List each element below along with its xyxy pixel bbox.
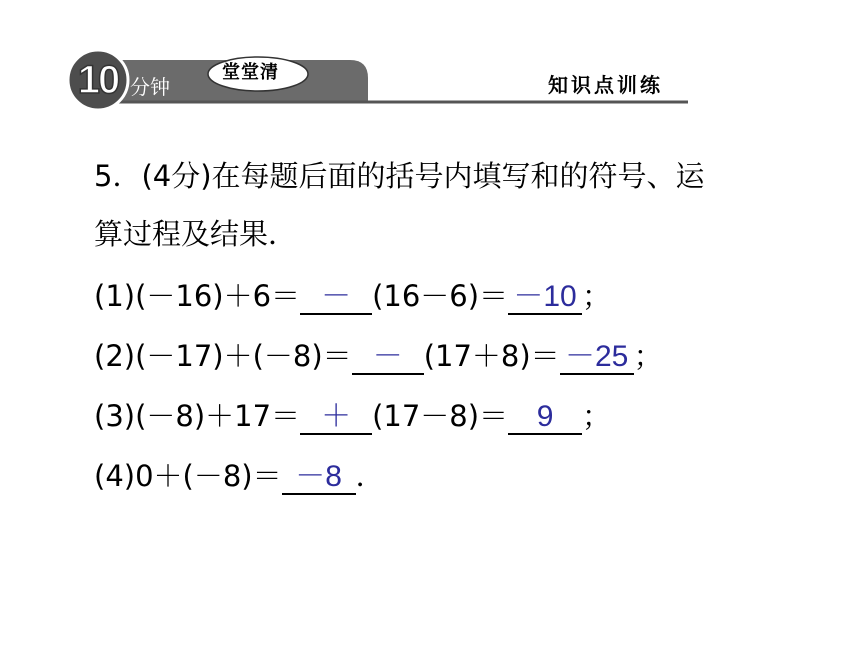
badge-number: 10 [77,58,119,102]
item-1-process: (16－6)＝ [372,279,509,313]
badge-unit: 分钟 [130,75,170,99]
item-2-sign-answer: － [372,340,403,373]
item-4-result-blank [282,459,356,495]
item-2-result-answer: －25 [564,340,629,373]
item-3-result-answer: 9 [536,400,554,433]
item-2-process: (17＋8)＝ [423,339,560,373]
item-3-end: ； [582,399,612,433]
question-intro-line1: 5．(4分)在每题后面的括号内填写和的符号、运 [94,159,705,193]
question-item-3 [94,396,611,436]
header-graphic [0,0,860,110]
item-4-expression: (4)0＋(－8)＝ [94,459,282,493]
item-2-expression: (2)(－17)＋(－8)＝ [94,339,352,373]
header-banner [0,0,860,110]
item-1-end: ； [582,279,612,313]
item-3-result-blank [508,399,582,435]
item-3-expression: (3)(－8)＋17＝ [94,399,301,433]
item-1-result-answer: －10 [513,280,577,313]
item-3-sign-answer: ＋ [321,400,352,433]
question-item-4 [94,456,385,496]
section-title: 知识点训练 [548,73,663,97]
item-4-end: ． [355,459,385,493]
item-2-sign-blank [352,339,424,375]
item-1-result-blank [508,279,582,315]
item-3-sign-blank [300,399,372,435]
item-3-process: (17－8)＝ [372,399,509,433]
item-2-end: ； [633,339,663,373]
item-1-sign-blank [300,279,372,315]
item-2-result-blank [560,339,634,375]
badge-tag: 堂堂清 [222,62,279,83]
question-item-2 [94,336,663,376]
item-4-result-answer: －8 [295,460,342,493]
question-intro-line2: 算过程及结果． [94,217,298,251]
item-1-sign-answer: － [321,280,352,313]
question-item-1 [94,276,611,316]
item-1-expression: (1)(－16)＋6＝ [94,279,301,313]
